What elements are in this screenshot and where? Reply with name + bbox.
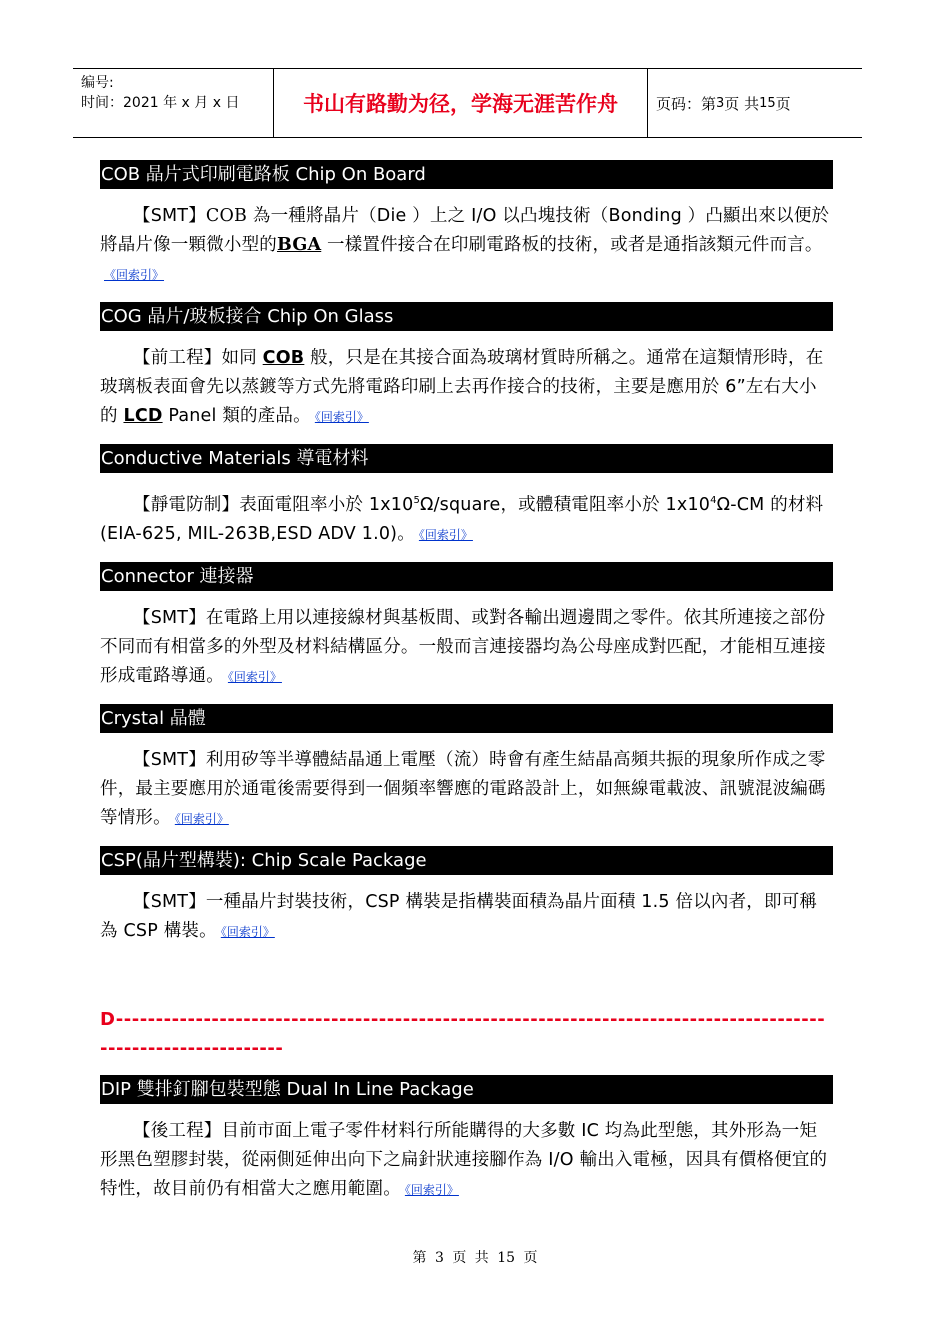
page-label-suffix: 页 bbox=[775, 94, 791, 113]
section-divider-d: D---------------------------------------------------------------------------------------------------------------- bbox=[100, 1008, 826, 1059]
header-motto: 书山有路勤为径，学海无涯苦作舟 bbox=[273, 69, 648, 137]
doc-time-label: 时间：2021 年 x 月 x 日 bbox=[81, 95, 240, 111]
term-heading-connector: Connector 連接器 bbox=[100, 562, 833, 591]
term-heading-crystal: Crystal 晶體 bbox=[100, 704, 833, 733]
footer-total-pages: 15 bbox=[497, 1250, 516, 1266]
term-heading-conductive-materials: Conductive Materials 導電材料 bbox=[100, 444, 833, 473]
footer-current-page: 3 bbox=[434, 1250, 444, 1266]
category-tag: 【SMT】 bbox=[133, 891, 206, 912]
back-to-index-link[interactable]: 《回索引》 bbox=[174, 811, 229, 826]
term-link-bga[interactable]: BGA bbox=[277, 235, 322, 255]
definition-cog: 【前工程】如同 COB 般，只是在其接合面為玻璃材質時所稱之。通常在這類情形時，在玻璃板表面會先以蒸鍍等方式先將電路印刷上去再作接合的技術，主要是應用於 6”左右大小的 LCD Panel 類的產品。 《回索引》 bbox=[100, 348, 824, 426]
term-heading-csp: CSP(晶片型構裝): Chip Scale Package bbox=[100, 846, 833, 875]
header-page-info bbox=[648, 69, 862, 137]
definition-crystal: 【SMT】利用矽等半導體結晶通上電壓（流）時會有產生結晶高頻共振的現象所作成之零件，最主要應用於通電後需要得到一個頻率響應的電路設計上，如無線電載波、訊號混波編碼等情形。 《回索引》 bbox=[100, 749, 826, 828]
category-tag: 【SMT】 bbox=[133, 749, 206, 770]
glossary-content bbox=[100, 160, 833, 1217]
page-footer bbox=[0, 1247, 950, 1267]
page-current: 3 bbox=[716, 95, 725, 111]
category-tag: 【SMT】 bbox=[133, 607, 206, 628]
page-label-mid: 页 共 bbox=[724, 94, 760, 113]
footer-pre: 第 bbox=[412, 1250, 427, 1266]
back-to-index-link[interactable]: 《回索引》 bbox=[227, 669, 282, 684]
back-to-index-link[interactable]: 《回索引》 bbox=[220, 924, 275, 939]
page-header bbox=[73, 68, 862, 138]
doc-number-label: 编号: bbox=[81, 75, 114, 91]
term-heading-dip: DIP 雙排釘腳包裝型態 Dual In Line Package bbox=[100, 1075, 833, 1104]
category-tag: 【SMT】 bbox=[133, 206, 206, 226]
term-heading-cog: COG 晶片/玻板接合 Chip On Glass bbox=[100, 302, 833, 331]
term-link-lcd[interactable]: LCD bbox=[123, 406, 163, 426]
definition-cob: 【SMT】COB 為一種將晶片（Die ）上之 I/O 以凸塊技術（Bonding ）凸顯出來以便於將晶片像一顆微小型的BGA 一樣置件接合在印刷電路板的技術，或者是通指該類元件而言。《回索引》 bbox=[100, 206, 830, 282]
page-total: 15 bbox=[759, 95, 776, 111]
page-label-pre: 页码：第 bbox=[656, 94, 717, 113]
back-to-index-link[interactable]: 《回索引》 bbox=[404, 1182, 459, 1197]
definition-csp: 【SMT】一種晶片封裝技術，CSP 構裝是指構裝面積為晶片面積 1.5 倍以內者，即可稱為 CSP 構裝。 《回索引》 bbox=[100, 891, 818, 941]
definition-conductive-materials: 【靜電防制】表面電阻率小於 $1x10^5\Omega$/square，或體積電阻率小於 $1x10^4\Omega-CM$ 的材料(EIA-625, MIL-263B,ESD ADV 1.0)。 《回索引》 bbox=[100, 494, 824, 544]
back-to-index-link[interactable]: 《回索引》 bbox=[418, 527, 473, 542]
footer-suffix: 页 bbox=[523, 1250, 538, 1266]
category-tag: 【後工程】 bbox=[133, 1120, 222, 1141]
term-heading-cob: COB 晶片式印刷電路板 Chip On Board bbox=[100, 160, 833, 189]
back-to-index-link[interactable]: 《回索引》 bbox=[314, 410, 369, 424]
category-tag: 【前工程】 bbox=[133, 348, 222, 368]
category-tag: 【靜電防制】 bbox=[133, 494, 240, 515]
definition-dip: 【後工程】目前市面上電子零件材料行所能購得的大多數 IC 均為此型態，其外形為一矩形黑色塑膠封裝，從兩側延伸出向下之扁針狀連接腳作為 I/O 輸出入電極，因具有價格便宜的特性，故目前仍有相當大之應用範圍。 《回索引》 bbox=[100, 1120, 828, 1199]
term-link-cob[interactable]: COB bbox=[262, 348, 305, 368]
back-to-index-link[interactable]: 《回索引》 bbox=[104, 268, 165, 282]
footer-mid: 页 共 bbox=[452, 1250, 489, 1266]
header-meta bbox=[73, 69, 273, 137]
definition-connector: 【SMT】在電路上用以連接線材與基板間、或對各輸出週邊間之零件。依其所連接之部份不同而有相當多的外型及材料結構區分。一般而言連接器均為公母座成對匹配，才能相互連接形成電路導通。 《回索引》 bbox=[100, 607, 826, 686]
